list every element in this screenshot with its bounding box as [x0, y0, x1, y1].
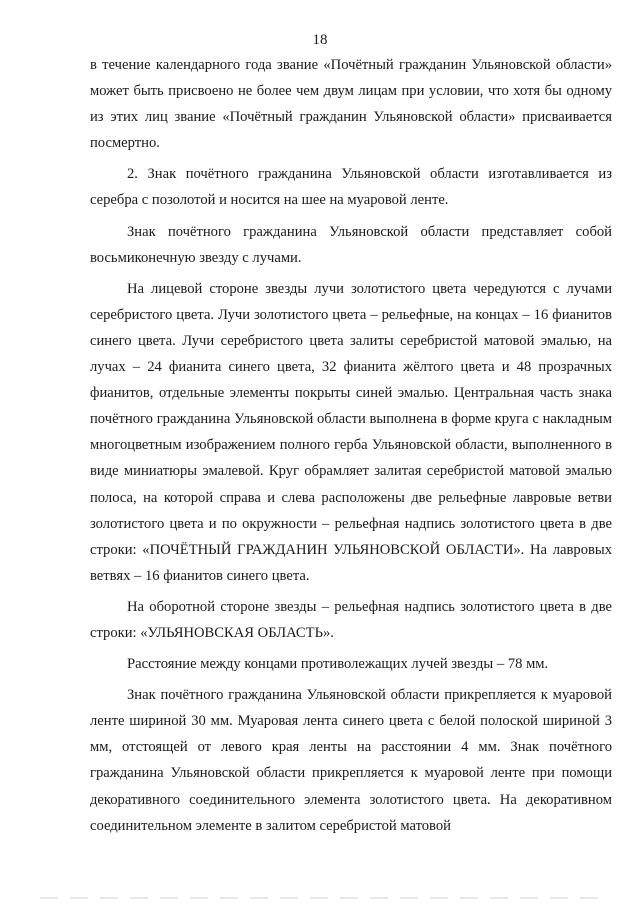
paragraph-badge-material: 2. Знак почётного гражданина Ульяновской области изготавливается из серебра с позолотой и носится на шее на муаровой ленте.	[90, 166, 612, 209]
paragraph-front-side: На лицевой стороне звезды лучи золотистого цвета чередуются с лучами серебристого цвета. Лучи золотистого цвета – рельефные, на концах – 16 фианитов синего цвета. Лучи серебристого цвета залиты серебристой матовой эмалью, на лучах – 24 фианита синего цвета, 32 фианита жёлтого цвета и 48 прозрачных фианитов, отдельные элементы покрыты синей эмалью. Центральная часть знака почётного гражданина Ульяновской области выполнена в форме круга с накладным многоцветным изображением полного герба Ульяновской области, выполненного в виде миниатюры эмалевой. Круг обрамляет залитая серебристой матовой эмалью полоса, на которой справа и слева расположены две рельефные лавровые ветви золотистого цвета и по окружности – рельефная надпись золотистого цвета в две строки: «ПОЧЁТНЫЙ ГРАЖДАНИН УЛЬЯНОВСКОЙ ОБЛАСТИ». На лавровых ветвях – 16 фианитов синего цвета.	[90, 280, 612, 584]
paragraph-continuation: в течение календарного года звание «Почётный гражданин Ульяновской области» может быть присвоено не более чем двум лицам при условии, что хотя бы одному из этих лиц звание «Почётный гражданин Ульяновской области» присваивается посмертно.	[90, 57, 612, 152]
document-body	[90, 52, 612, 839]
paragraph-badge-shape: Знак почётного гражданина Ульяновской области представляет собой восьмиконечную звезду с лучами.	[90, 223, 612, 266]
paragraph-ribbon: Знак почётного гражданина Ульяновской области прикрепляется к муаровой ленте шириной 30 мм. Муаровая лента синего цвета с белой полоской шириной 3 мм, отстоящей от левого края ленты на расстоянии 4 мм. Знак почётного гражданина Ульяновской области прикрепляется к муаровой ленте при помощи декоративного соединительного элемента золотистого цвета. На декоративном соединительном элементе в залитом серебристой матовой	[90, 687, 612, 834]
scan-edge-artifact	[40, 897, 600, 899]
paragraph-reverse-side: На оборотной стороне звезды – рельефная надпись золотистого цвета в две строки: «УЛЬЯНОВСКАЯ ОБЛАСТЬ».	[90, 598, 612, 641]
page-number: 18	[312, 32, 328, 48]
paragraph-dimensions: Расстояние между концами противолежащих лучей звезды – 78 мм.	[127, 656, 549, 673]
